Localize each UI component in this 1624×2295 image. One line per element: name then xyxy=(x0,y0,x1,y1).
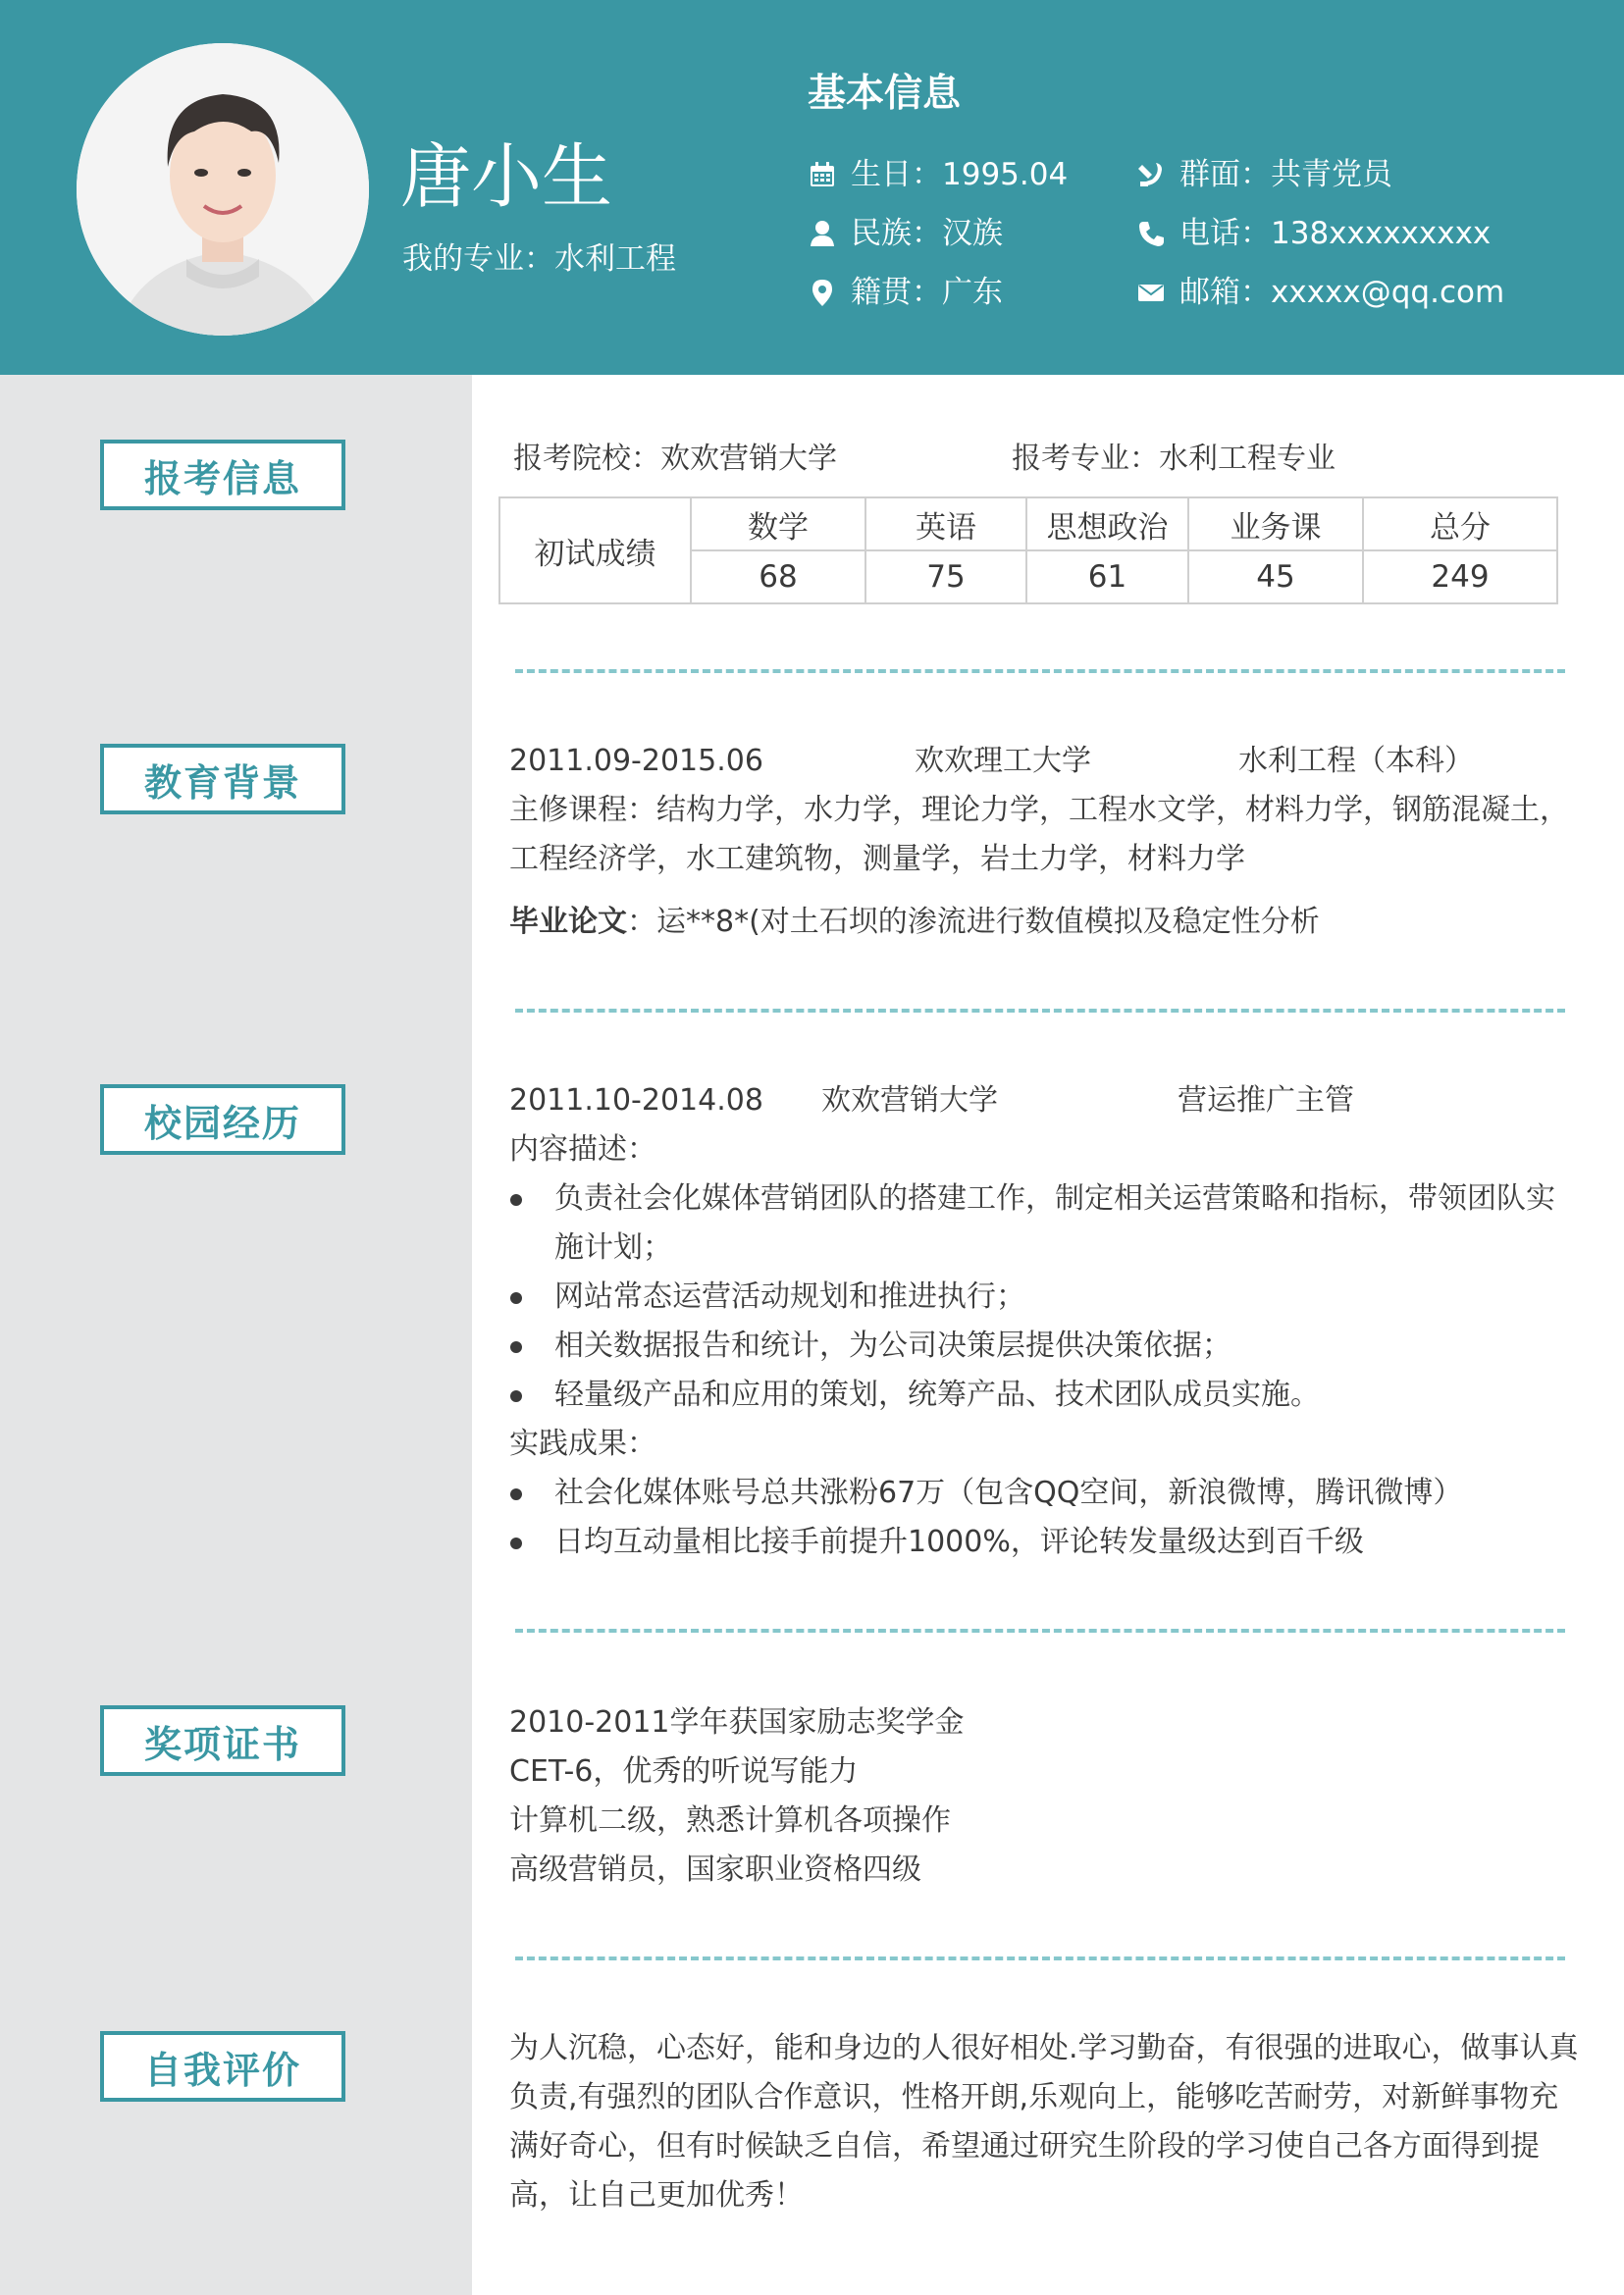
section-label-awards: 奖项证书 xyxy=(100,1705,345,1776)
self-eval-line: 负责,有强烈的团队合作意识，性格开朗,乐观向上，能够吃苦耐劳，对新鲜事物充 xyxy=(509,2080,1559,2114)
bullet-dot xyxy=(510,1390,522,1402)
education-degree: 水利工程（本科） xyxy=(1238,744,1474,778)
score-header: 业务课 xyxy=(1188,497,1363,550)
score-value: 68 xyxy=(691,550,865,603)
score-value: 61 xyxy=(1026,550,1188,603)
campus-org: 欢欢营销大学 xyxy=(821,1083,998,1118)
score-value: 75 xyxy=(865,550,1026,603)
resume-header xyxy=(0,0,1624,375)
score-header: 总分 xyxy=(1363,497,1557,550)
user-icon xyxy=(808,219,837,248)
campus-result-item: 日均互动量相比接手前提升1000%，评论转发量级达到百千级 xyxy=(554,1525,1364,1559)
party-emblem-icon xyxy=(1136,160,1166,189)
campus-role: 营运推广主管 xyxy=(1178,1083,1354,1118)
section-label-apply: 报考信息 xyxy=(100,440,345,510)
bullet-dot xyxy=(510,1292,522,1304)
campus-desc-item: 网站常态运营活动规划和推进执行； xyxy=(554,1279,1025,1314)
self-eval-line: 高，让自己更加优秀！ xyxy=(509,2178,804,2213)
email-text: 邮箱：xxxxx@qq.com xyxy=(1179,275,1505,310)
mail-icon xyxy=(1136,278,1166,307)
self-eval-line: 满好奇心，但有时候缺乏自信，希望通过研究生阶段的学习使自己各方面得到提 xyxy=(509,2129,1540,2164)
award-item: 高级营销员，国家职业资格四级 xyxy=(509,1852,921,1887)
education-courses-cont: 工程经济学，水工建筑物，测量学，岩土力学，材料力学 xyxy=(509,842,1245,876)
campus-desc-item: 负责社会化媒体营销团队的搭建工作，制定相关运营策略和指标，带领团队实 xyxy=(554,1181,1555,1216)
calendar-icon xyxy=(808,160,837,189)
section-divider xyxy=(515,1956,1565,1960)
campus-desc-item: 轻量级产品和应用的策划，统筹产品、技术团队成员实施。 xyxy=(554,1378,1320,1412)
bullet-dot xyxy=(510,1488,522,1500)
basic-info-title: 基本信息 xyxy=(808,72,962,116)
bullet-dot xyxy=(510,1194,522,1206)
score-header: 数学 xyxy=(691,497,865,550)
award-item: 计算机二级，熟悉计算机各项操作 xyxy=(509,1803,951,1838)
origin-text: 籍贯：广东 xyxy=(851,275,1003,310)
apply-major: 报考专业：水利工程专业 xyxy=(1012,442,1336,476)
score-value: 45 xyxy=(1188,550,1363,603)
education-school: 欢欢理工大学 xyxy=(915,744,1091,778)
education-courses: 主修课程：结构力学，水力学，理论力学，工程水文学，材料力学，钢筋混凝土， xyxy=(509,793,1569,827)
section-label-campus: 校园经历 xyxy=(100,1084,345,1155)
left-sidebar xyxy=(0,375,472,2295)
origin-info xyxy=(808,271,1003,314)
email-info xyxy=(1136,271,1504,314)
section-label-self: 自我评价 xyxy=(100,2031,345,2102)
campus-desc-item-cont: 施计划； xyxy=(554,1230,672,1265)
nation-text: 民族：汉族 xyxy=(851,216,1003,251)
self-eval-line: 为人沉稳，心态好，能和身边的人很好相处.学习勤奋，有很强的进取心，做事认真 xyxy=(509,2031,1579,2065)
candidate-major: 我的专业：水利工程 xyxy=(402,241,676,277)
candidate-name: 唐小生 xyxy=(400,135,613,218)
education-period: 2011.09-2015.06 xyxy=(509,744,763,778)
score-row-label: 初试成绩 xyxy=(499,497,691,603)
location-pin-icon xyxy=(808,278,837,307)
award-item: 2010-2011学年获国家励志奖学金 xyxy=(509,1705,965,1740)
bullet-dot xyxy=(510,1341,522,1353)
campus-period: 2011.10-2014.08 xyxy=(509,1083,763,1118)
score-table xyxy=(498,496,1558,604)
section-divider xyxy=(515,669,1565,673)
score-value: 249 xyxy=(1363,550,1557,603)
phone-info xyxy=(1136,212,1491,255)
politics-text: 群面：共青党员 xyxy=(1179,157,1392,192)
thesis-text: ：运**8*(对土石坝的渗流进行数值模拟及稳定性分析 xyxy=(627,905,1320,939)
bullet-dot xyxy=(510,1538,522,1549)
section-divider xyxy=(515,1629,1565,1633)
campus-desc-label: 内容描述： xyxy=(509,1132,656,1167)
section-divider xyxy=(515,1009,1565,1013)
phone-icon xyxy=(1136,219,1166,248)
birthday-info xyxy=(808,153,1068,196)
score-header: 英语 xyxy=(865,497,1026,550)
campus-result-label: 实践成果： xyxy=(509,1427,656,1461)
award-item: CET-6，优秀的听说写能力 xyxy=(509,1754,859,1789)
politics-info xyxy=(1136,153,1392,196)
thesis-label: 毕业论文 xyxy=(509,905,627,939)
profile-photo xyxy=(77,43,369,336)
education-thesis xyxy=(509,901,1320,944)
apply-school: 报考院校：欢欢营销大学 xyxy=(513,442,837,476)
campus-desc-item: 相关数据报告和统计，为公司决策层提供决策依据； xyxy=(554,1329,1231,1363)
score-header: 思想政治 xyxy=(1026,497,1188,550)
campus-result-item: 社会化媒体账号总共涨粉67万（包含QQ空间，新浪微博，腾讯微博） xyxy=(554,1476,1463,1510)
section-label-education: 教育背景 xyxy=(100,744,345,814)
nation-info xyxy=(808,212,1003,255)
birthday-text: 生日：1995.04 xyxy=(851,157,1069,192)
phone-text: 电话：138xxxxxxxxx xyxy=(1179,216,1492,251)
